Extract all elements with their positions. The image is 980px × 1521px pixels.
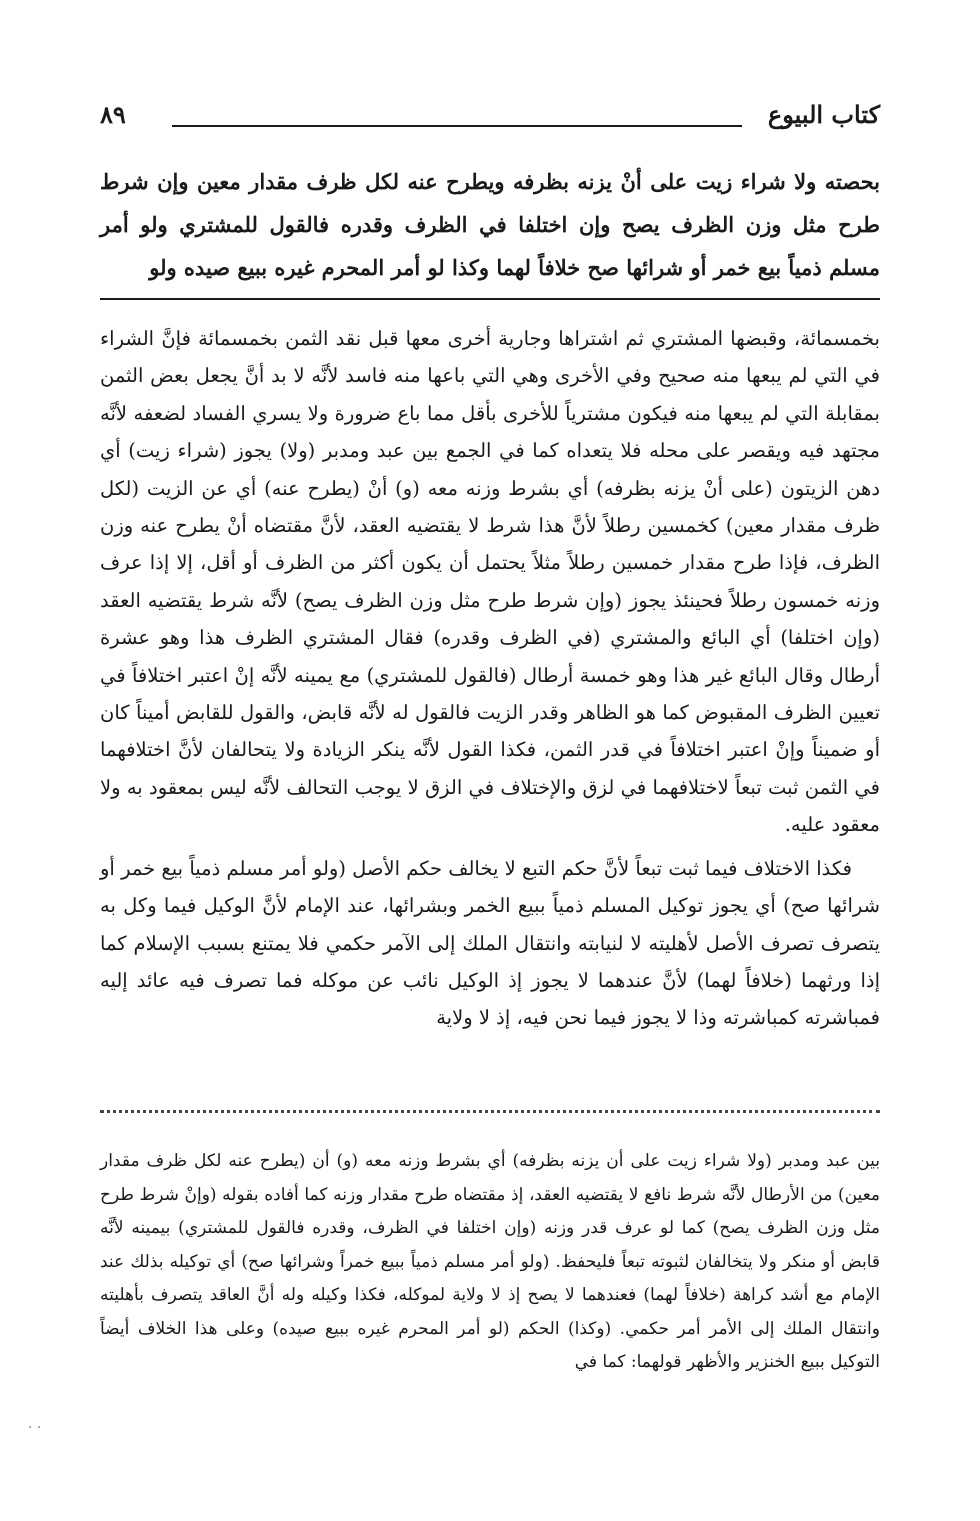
- book-title: كتاب البيوع: [767, 100, 880, 129]
- matn-divider: [100, 298, 880, 300]
- sharh-commentary-block: [100, 320, 880, 1037]
- scan-marks: · ·: [28, 1420, 42, 1436]
- matn-paragraph: بحصته ولا شراء زيت على أنْ يزنه بظرفه ويطرح عنه لكل ظرف مقدار معين وإن شرط طرح مثل وزن الظرف يصح وإن اختلفا في الظرف وقدره فالقول للمشتري ولو أمر مسلم ذمياً بيع خمر أو شرائها صح خلافاً لهما وكذا لو أمر المحرم غيره ببيع صيده ولو: [100, 169, 880, 280]
- footnote-dotted-divider: [100, 1110, 880, 1113]
- page-number: ٨٩: [100, 100, 126, 129]
- sharh-paragraph-2: فكذا الاختلاف فيما ثبت تبعاً لأنَّ حكم التبع لا يخالف حكم الأصل (ولو أمر مسلم ذمياً بيع خمر أو شرائها صح) أي يجوز توكيل المسلم ذمياً ببيع الخمر وبشرائها، عند الإمام لأنَّ الوكيل فيما وكل به يتصرف تصرف الأصل لأهليته لا لنيابته وانتقال الملك إلى الآمر حكمي فلا يمتنع بسبب الإسلام كما إذا ورثهما (خلافاً لهما) لأنَّ عندهما لا يجوز إذ الوكيل نائب عن موكله فما تصرف فيه عائد إليه فمباشرته كمباشرته وذا لا يجوز فيما نحن فيه، إذ لا ولاية: [100, 856, 880, 1030]
- header-rule: [172, 125, 742, 127]
- hashiya-footnote-block: [100, 1145, 880, 1380]
- matn-text-block: [100, 160, 880, 289]
- hashiya-paragraph: بين عبد ومدبر (ولا شراء زيت على أن يزنه بظرفه) أي بشرط وزنه معه (و) أن (يطرح عنه لكل ظرف مقدار معين) من الأرطال لأنَّه شرط نافع لا يقتضيه العقد، إذ مقتضاه طرح مقدار وزنه كما أفاده بقوله (وإنْ شرط طرح مثل وزن الظرف يصح) كما لو عرف قدر وزنه (وإن اختلفا في الظرف، وقدره فالقول للمشتري) بيمينه لأنَّه قابض أو منكر ولا يتخالفان لثبوته تبعاً فليحفظ. (ولو أمر مسلم ذمياً ببيع خمراً وشرائها صح) أي توكيله بذلك عند الإمام مع أشد كراهة (خلافاً لهما) فعندهما لا يصح إذ لا ولاية لموكله، فكذا وكيله وله أنَّ العاقد يتصرف بأهليته وانتقال الملك إلى الأمر أمر حكمي. (وكذا) الحكم (لو أمر المحرم غيره ببيع صيده) وعلى هذا الخلاف أيضاً التوكيل ببيع الخنزير والأظهر قولهما: كما في: [100, 1151, 880, 1372]
- sharh-paragraph-1: بخمسمائة، وقبضها المشتري ثم اشتراها وجارية أخرى معها قبل نقد الثمن بخمسمائة فإنَّ الشراء في التي لم يبعها منه صحيح وفي الأخرى وهي التي باعها منه فاسد لأنَّه لا بد أنَّ يجعل بعض الثمن بمقابلة التي لم يبعها منه فيكون مشترياً للأخرى بأقل مما باع ضرورة ولا يسري الفساد لضعفه لأنَّه مجتهد فيه ويقصر على محله فلا يتعداه كما في الجمع بين عبد ومدبر (ولا) يجوز (شراء زيت) أي دهن الزيتون (على أنْ يزنه بظرفه) أي بشرط وزنه معه (و) أنْ (يطرح عنه) أي عن الزيت (لكل ظرف مقدار معين) كخمسين رطلاً لأنَّ هذا شرط لا يقتضيه العقد، لأنَّ مقتضاه أنْ يطرح عنه وزن الظرف، فإذا طرح مقدار خمسين رطلاً مثلاً يحتمل أن يكون أكثر من الظرف أو أقل، إلا إذا عرف وزنه خمسون رطلاً فحينئذ يجوز (وإن شرط طرح مثل وزن الظرف يصح) لأنَّه شرط يقتضيه العقد (وإن اختلفا) أي البائع والمشتري (في الظرف وقدره) فقال المشتري الظرف هذا وهو عشرة أرطال وقال البائع غير هذا وهو خمسة أرطال (فالقول للمشتري) مع يمينه لأنَّه إنْ اعتبر اختلافاً في تعيين الظرف المقبوض كما هو الظاهر وقدر الزيت فالقول له لأنَّه قابض، والقول للقابض أميناً كان أو ضميناً وإنْ اعتبر اختلافاً في قدر الثمن، فكذا القول لأنَّه ينكر الزيادة ولا يتحالفان لأنَّ اختلافهما في الثمن ثبت تبعاً لاختلافهما في لزق والإختلاف في الزق لا يوجب التحالف لأنَّه ليس بمعقود به ولا معقود عليه.: [100, 327, 880, 837]
- running-header: [100, 100, 880, 140]
